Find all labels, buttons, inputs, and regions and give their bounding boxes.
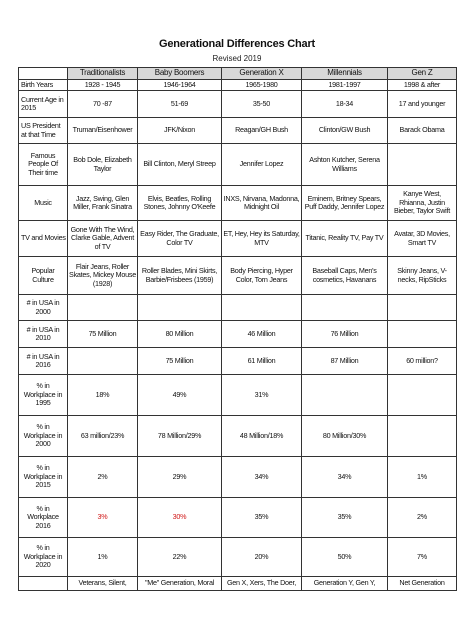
page-title: Generational Differences Chart [159,38,315,50]
table-cell: 1965-1980 [222,80,302,91]
header-millennials: Millennials [302,68,388,80]
table-cell: 22% [138,538,222,577]
table-cell: 34% [222,457,302,498]
table-row [19,416,457,457]
table-cell [388,144,457,186]
table-cell: JFK/Nixon [138,118,222,144]
row-label: Famous People Of Their time [19,144,68,186]
table-row [19,348,457,375]
table-cell: 48 Million/18% [222,416,302,457]
table-cell: Easy Rider, The Graduate, Color TV [138,221,222,257]
row-label: Current Age in 2015 [19,91,68,118]
table-cell [302,375,388,416]
table-row [19,186,457,221]
table-cell: Net Generation [388,577,457,591]
table-cell: 2% [68,457,138,498]
table-row [19,538,457,577]
generations-table [18,67,457,591]
row-label: % in Workplace 2016 [19,498,68,538]
table-cell: 18% [68,375,138,416]
table-cell: Bob Dole, Elizabeth Taylor [68,144,138,186]
header-generation-x: Generation X [222,68,302,80]
table-row [19,221,457,257]
table-cell: Titanic, Reality TV, Pay TV [302,221,388,257]
table-cell [138,295,222,321]
table-cell: Veterans, Silent, [68,577,138,591]
table-cell: Truman/Eisenhower [68,118,138,144]
table-row [19,295,457,321]
table-cell: 1981-1997 [302,80,388,91]
header-traditionalists: Traditionalists [68,68,138,80]
table-cell: 46 Million [222,321,302,348]
table-cell: 2% [388,498,457,538]
table-cell: Reagan/GH Bush [222,118,302,144]
table-row [19,80,457,91]
table-cell: 80 Million/30% [302,416,388,457]
table-cell: 75 Million [68,321,138,348]
header-gen-z: Gen Z [388,68,457,80]
table-cell: 50% [302,538,388,577]
table-cell [388,375,457,416]
table-cell: 35-50 [222,91,302,118]
table-cell: Elvis, Beatles, Rolling Stones, Johnny O'Keefe [138,186,222,221]
table-cell [388,321,457,348]
table-cell: 63 million/23% [68,416,138,457]
table-cell: Roller Blades, Mini Skirts, Barbie/Frisbees (1959) [138,257,222,295]
table-cell: 75 Million [138,348,222,375]
table-row [19,498,457,538]
table-cell [388,295,457,321]
table-cell: 31% [222,375,302,416]
table-cell: Gen X, Xers, The Doer, [222,577,302,591]
table-cell: 20% [222,538,302,577]
row-label: Music [19,186,68,221]
table-cell: Jennifer Lopez [222,144,302,186]
header-baby-boomers: Baby Boomers [138,68,222,80]
table-cell: 49% [138,375,222,416]
table-cell: 18-34 [302,91,388,118]
row-label: % in Workplace in 1995 [19,375,68,416]
table-cell: 34% [302,457,388,498]
table-cell: Jazz, Swing, Glen Miller, Frank Sinatra [68,186,138,221]
table-cell: 60 million? [388,348,457,375]
table-cell: Clinton/GW Bush [302,118,388,144]
table-cell: 78 Million/29% [138,416,222,457]
table-cell: Barack Obama [388,118,457,144]
table-cell: Avatar, 3D Movies, Smart TV [388,221,457,257]
table-row [19,118,457,144]
table-cell: Ashton Kutcher, Serena Williams [302,144,388,186]
table-cell: 1% [388,457,457,498]
table-row [19,144,457,186]
page-subtitle: Revised 2019 [212,54,262,63]
row-label: # in USA in 2010 [19,321,68,348]
row-label: % in Workplace in 2000 [19,416,68,457]
table-cell: "Me" Generation, Moral [138,577,222,591]
table-cell [388,416,457,457]
table-cell: 1946-1964 [138,80,222,91]
table-cell: Body Piercing, Hyper Color, Torn Jeans [222,257,302,295]
table-cell: Generation Y, Gen Y, [302,577,388,591]
table-cell: Gone With The Wind, Clarke Gable, Advent of TV [68,221,138,257]
row-label: Popular Culture [19,257,68,295]
table-cell: Baseball Caps, Men's cosmetics, Havanans [302,257,388,295]
table-cell: Bill Clinton, Meryl Streep [138,144,222,186]
table-cell: 80 Million [138,321,222,348]
header-corner [19,68,68,80]
table-cell: Skinny Jeans, V-necks, RipSticks [388,257,457,295]
row-label: % in Workplace in 2015 [19,457,68,498]
row-label: US President at that Time [19,118,68,144]
table-cell: ET, Hey, Hey its Saturday, MTV [222,221,302,257]
table-cell: Flair Jeans, Roller Skates, Mickey Mouse (1928) [68,257,138,295]
table-header-row [19,68,457,80]
table-cell [222,295,302,321]
table-cell: 1928 - 1945 [68,80,138,91]
table-cell: 17 and younger [388,91,457,118]
table-cell [68,295,138,321]
table-cell-highlighted: 3% [68,498,138,538]
table-row [19,457,457,498]
table-cell [68,348,138,375]
table-cell: 76 Million [302,321,388,348]
row-label: TV and Movies [19,221,68,257]
table-cell: 61 Million [222,348,302,375]
table-cell: 7% [388,538,457,577]
row-label: # in USA in 2000 [19,295,68,321]
table-row [19,577,457,591]
table-row [19,321,457,348]
table-cell: 87 Million [302,348,388,375]
table-cell: INXS, Nirvana, Madonna, Midnight Oil [222,186,302,221]
table-cell: 1% [68,538,138,577]
row-label: # in USA in 2016 [19,348,68,375]
table-cell: 70 -87 [68,91,138,118]
table-cell: Eminem, Britney Spears, Puff Daddy, Jennifer Lopez [302,186,388,221]
table-row [19,257,457,295]
table-row [19,375,457,416]
table-cell: 35% [222,498,302,538]
table-cell: 35% [302,498,388,538]
row-label: % in Workplace in 2020 [19,538,68,577]
row-label [19,577,68,591]
table-row [19,91,457,118]
table-cell-highlighted: 30% [138,498,222,538]
table-cell: 29% [138,457,222,498]
table-cell: 51-69 [138,91,222,118]
row-label: Birth Years [19,80,68,91]
table-cell: 1998 & after [388,80,457,91]
table-cell [302,295,388,321]
table-cell: Kanye West, Rhianna, Justin Bieber, Taylor Swift [388,186,457,221]
